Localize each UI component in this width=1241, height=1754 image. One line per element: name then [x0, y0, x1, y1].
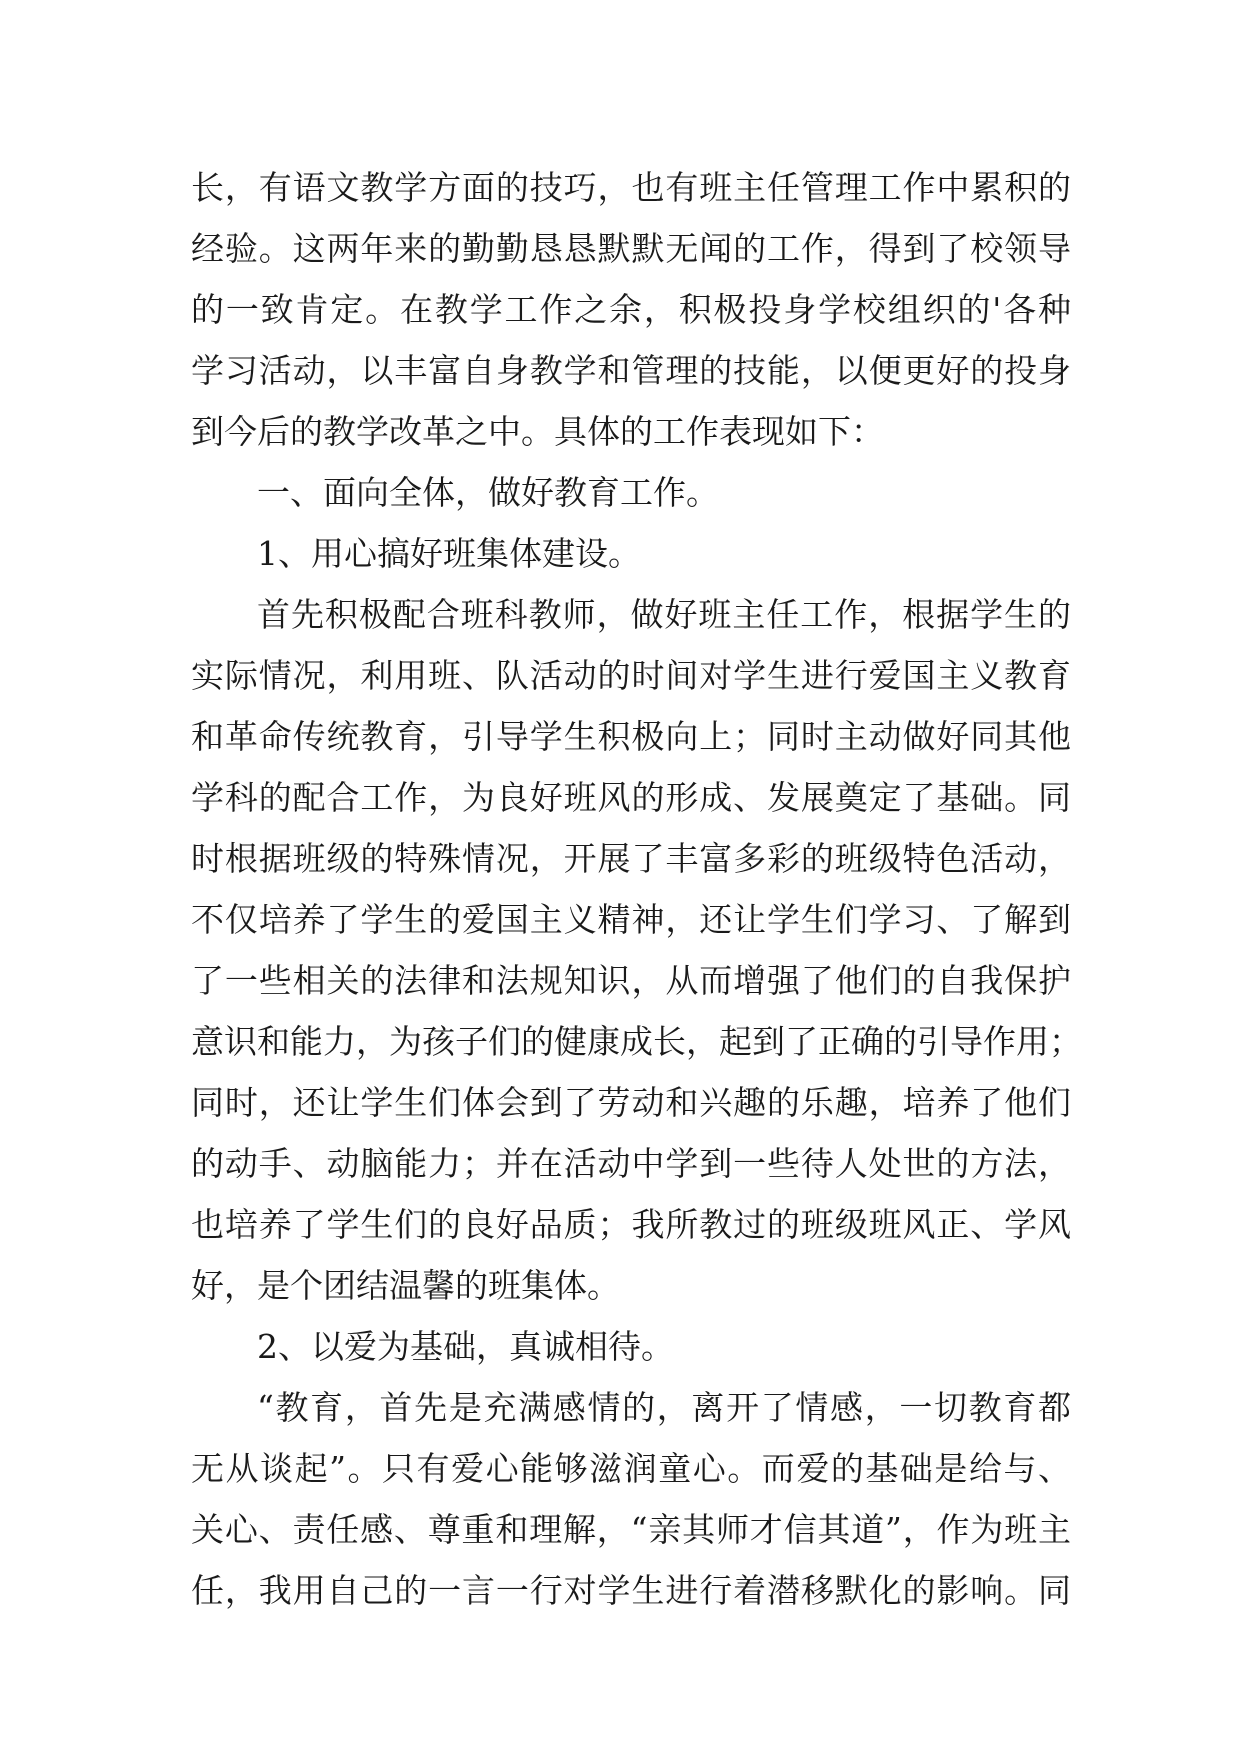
text-line: 一、面向全体，做好教育工作。: [257, 473, 719, 512]
text-line: 的一致肯定。在教学工作之余，积极投身学校组织的'各种: [191, 290, 1071, 329]
text-line: “教育，首先是充满感情的，离开了情感，一切教育都: [257, 1388, 1071, 1427]
text-line: 实际情况，利用班、队活动的时间对学生进行爱国主义教育: [191, 656, 1071, 695]
text-line: 了一些相关的法律和法规知识，从而增强了他们的自我保护: [191, 961, 1071, 1000]
text-line: 1、用心搞好班集体建设。: [257, 534, 641, 573]
text-line: 2、以爱为基础，真诚相待。: [257, 1327, 674, 1366]
text-line: 意识和能力，为孩子们的健康成长，起到了正确的引导作用；: [191, 1022, 1082, 1061]
text-line: 的动手、动脑能力；并在活动中学到一些待人处世的方法，: [191, 1144, 1071, 1183]
text-line: 任，我用自己的一言一行对学生进行着潜移默化的影响。同: [191, 1571, 1071, 1610]
text-line: 时根据班级的特殊情况，开展了丰富多彩的班级特色活动，: [191, 839, 1071, 878]
text-line: 关心、责任感、尊重和理解，“亲其师才信其道”，作为班主: [191, 1510, 1071, 1549]
text-line: 经验。这两年来的勤勤恳恳默默无闻的工作，得到了校领导: [191, 229, 1071, 268]
text-line: 学习活动，以丰富自身教学和管理的技能，以便更好的投身: [191, 351, 1071, 390]
text-line: 首先积极配合班科教师，做好班主任工作，根据学生的: [257, 595, 1071, 634]
body-text: [191, 157, 1082, 1621]
text-line: 学科的配合工作，为良好班风的形成、发展奠定了基础。同: [191, 778, 1071, 817]
text-line: 好，是个团结温馨的班集体。: [191, 1266, 620, 1305]
text-line: 也培养了学生们的良好品质；我所教过的班级班风正、学风: [191, 1205, 1071, 1244]
text-line: 无从谈起”。只有爱心能够滋润童心。而爱的基础是给与、: [191, 1449, 1071, 1488]
text-line: 不仅培养了学生的爱国主义精神，还让学生们学习、了解到: [191, 900, 1071, 939]
text-line: 同时，还让学生们体会到了劳动和兴趣的乐趣，培养了他们: [191, 1083, 1071, 1122]
text-line: 长，有语文教学方面的技巧，也有班主任管理工作中累积的: [191, 168, 1071, 207]
text-line: 和革命传统教育，引导学生积极向上；同时主动做好同其他: [191, 717, 1071, 756]
text-line: 到今后的教学改革之中。具体的工作表现如下：: [191, 412, 884, 451]
